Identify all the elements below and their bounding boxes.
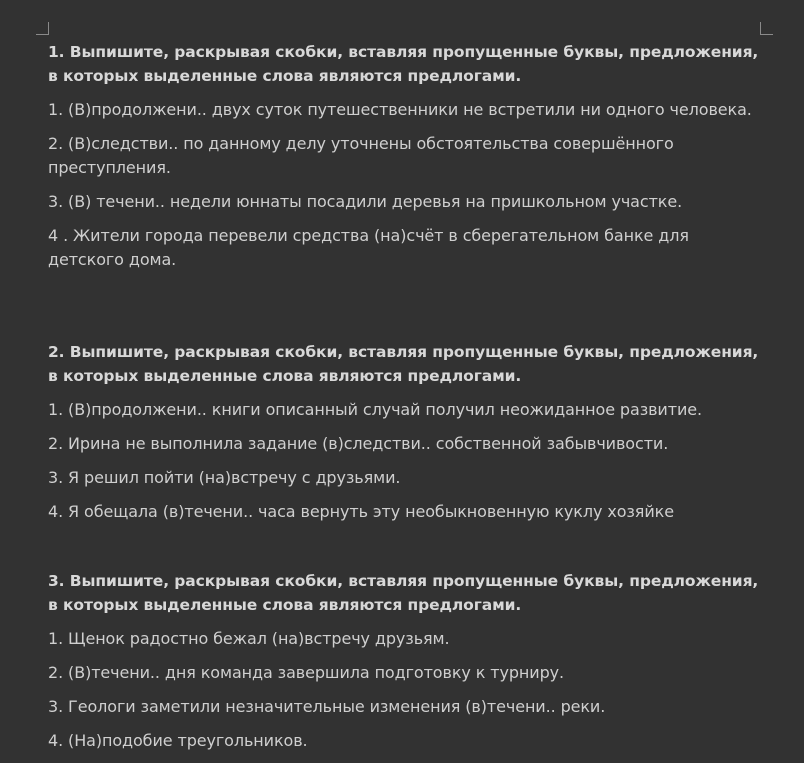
page-corner-mark-left	[36, 22, 49, 35]
exercise-item: 4. Я обещала (в)течени.. часа вернуть эту необыкновенную куклу хозяйке	[48, 502, 674, 521]
exercise-heading: 1. Выпишите, раскрывая скобки, вставляя пропущенные буквы, предложения, в которых выделенные слова являются предлогами.	[48, 43, 759, 85]
exercise-heading: 2. Выпишите, раскрывая скобки, вставляя пропущенные буквы, предложения, в которых выделенные слова являются предлогами.	[48, 343, 759, 385]
page-corner-mark-right	[760, 22, 773, 35]
exercise-section-1	[48, 40, 768, 272]
exercise-item: 4 . Жители города перевели средства (на)счёт в сберегательном банке для детского дома.	[48, 226, 689, 269]
exercise-item: 2. (В)течени.. дня команда завершила подготовку к турниру.	[48, 663, 564, 682]
exercise-item: 2. Ирина не выполнила задание (в)следстви.. собственной забывчивости.	[48, 434, 669, 453]
exercise-item: 1. (В)продолжени.. книги описанный случай получил неожиданное развитие.	[48, 400, 702, 419]
exercise-heading: 3. Выпишите, раскрывая скобки, вставляя пропущенные буквы, предложения, в которых выделенные слова являются предлогами.	[48, 572, 759, 614]
exercise-item: 1. (В)продолжени.. двух суток путешественники не встретили ни одного человека.	[48, 100, 752, 119]
exercise-section-3	[48, 569, 768, 753]
exercise-item: 2. (В)следстви.. по данному делу уточнены обстоятельства совершённого преступления.	[48, 134, 674, 177]
exercise-section-2	[48, 340, 768, 524]
exercise-item: 3. Геологи заметили незначительные изменения (в)течени.. реки.	[48, 697, 606, 716]
exercise-item: 3. (В) течени.. недели юннаты посадили деревья на пришкольном участке.	[48, 192, 683, 211]
exercise-item: 4. (На)подобие треугольников.	[48, 731, 308, 750]
exercise-item: 3. Я решил пойти (на)встречу с друзьями.	[48, 468, 401, 487]
exercise-item: 1. Щенок радостно бежал (на)встречу друзьям.	[48, 629, 450, 648]
